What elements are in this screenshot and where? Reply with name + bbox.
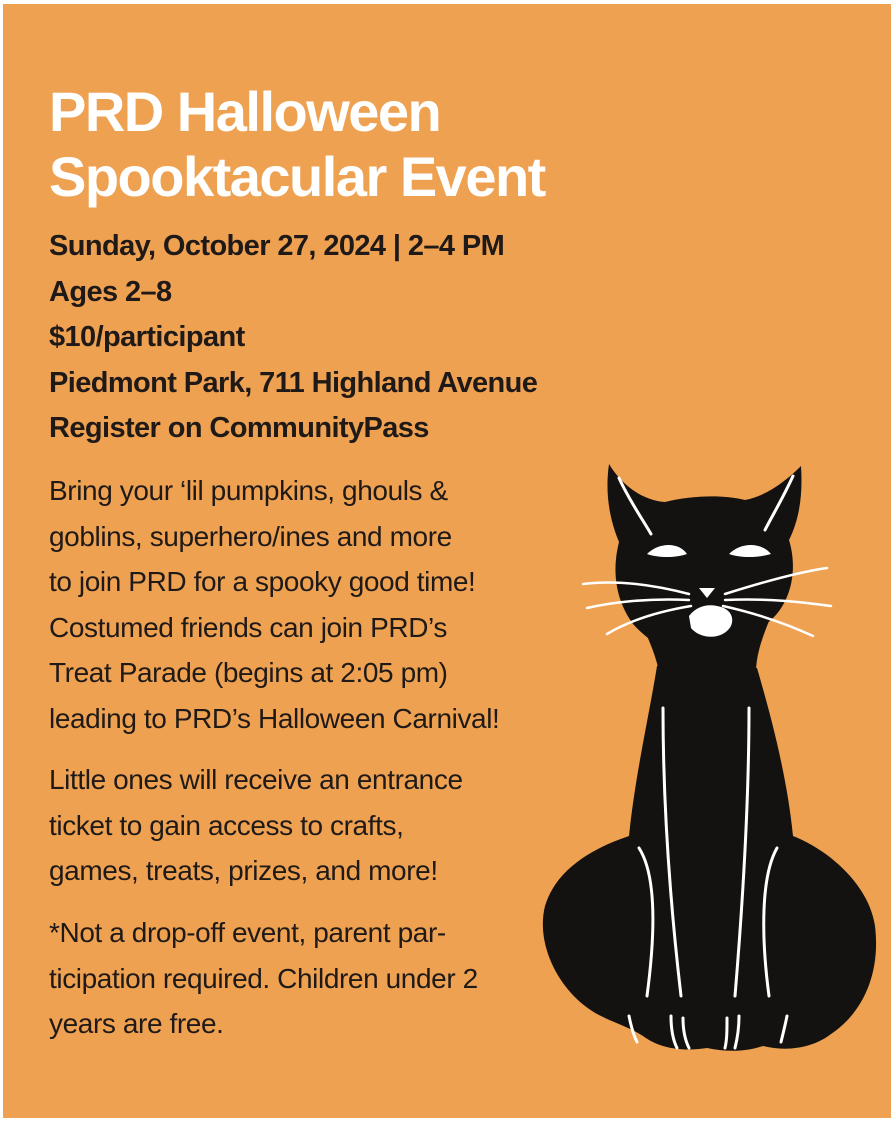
- black-cat-illustration: [531, 456, 883, 1068]
- text-line: years are free.: [49, 1008, 224, 1039]
- text-line: Little ones will receive an entrance: [49, 764, 463, 795]
- text-line: goblins, superhero/ines and more: [49, 520, 452, 552]
- text-line: ticket to gain access to crafts,: [49, 809, 404, 841]
- text-line: Costumed friends can join PRD’s: [49, 611, 447, 643]
- page-title: [49, 79, 749, 209]
- text-line: games, treats, prizes, and more!: [49, 855, 438, 886]
- event-registration: Register on CommunityPass: [49, 412, 429, 444]
- text-line: *Not a drop-off event, parent par-: [49, 917, 446, 948]
- event-ages: Ages 2–8: [49, 275, 172, 308]
- event-price: $10/participant: [49, 321, 245, 353]
- note-paragraph: [49, 910, 609, 1047]
- text-line: Treat Parade (begins at 2:05 pm): [49, 657, 448, 688]
- title-line-1: PRD Halloween: [49, 80, 441, 143]
- event-flyer: [3, 4, 891, 1118]
- activities-paragraph: [49, 757, 609, 894]
- text-line: Bring your ‘lil pumpkins, ghouls &: [49, 475, 448, 506]
- text-line: leading to PRD’s Halloween Carnival!: [49, 702, 500, 734]
- event-location: Piedmont Park, 711 Highland Avenue: [49, 366, 538, 399]
- event-details: [49, 224, 749, 452]
- title-line-2: Spooktacular Event: [49, 145, 545, 208]
- text-line: to join PRD for a spooky good time!: [49, 566, 476, 597]
- description-paragraph: [49, 468, 609, 741]
- text-line: ticipation required. Children under 2: [49, 962, 478, 994]
- event-date-time: Sunday, October 27, 2024 | 2–4 PM: [49, 230, 505, 262]
